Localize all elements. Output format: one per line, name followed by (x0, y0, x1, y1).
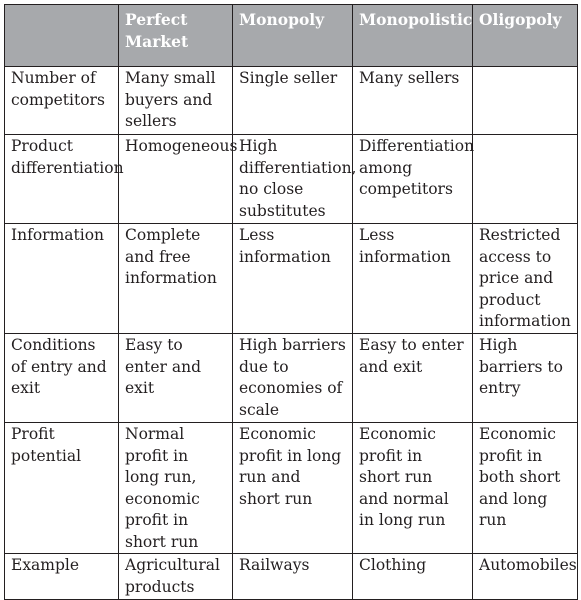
table-cell (473, 135, 578, 224)
table-cell: Many small buyers and sellers (119, 67, 233, 135)
table-cell: Clothing (353, 554, 473, 600)
table-cell: Normal profit in long run, economic profit in short run (119, 423, 233, 554)
table-row (5, 224, 578, 334)
table-cell (473, 67, 578, 135)
table-cell: Economic profit in long run and short run (233, 423, 353, 554)
table-cell: Agricultural products (119, 554, 233, 600)
table-row (5, 67, 578, 135)
table-cell: High differentiation, no close substitutes (233, 135, 353, 224)
header-monopoly: Monopoly (233, 5, 353, 67)
row-label: Number of competitors (5, 67, 119, 135)
table-cell: Easy to enter and exit (119, 334, 233, 423)
row-label: Example (5, 554, 119, 600)
header-oligopoly: Oligopoly (473, 5, 578, 67)
table-cell: Many sellers (353, 67, 473, 135)
table-cell: Restricted access to price and product information (473, 224, 578, 334)
table-cell: Economic profit in short run and normal in long run (353, 423, 473, 554)
table-cell: Railways (233, 554, 353, 600)
header-row (5, 5, 578, 67)
row-label: Product differentiation (5, 135, 119, 224)
row-label: Profit potential (5, 423, 119, 554)
header-monopolistic: Monopolistic (353, 5, 473, 67)
table-cell: Differentiation among competitors (353, 135, 473, 224)
table-cell: Economic profit in both short and long run (473, 423, 578, 554)
table-cell: High barriers due to economies of scale (233, 334, 353, 423)
market-structure-table (4, 4, 578, 600)
table-cell: Complete and free information (119, 224, 233, 334)
header-perfect-market: Perfect Market (119, 5, 233, 67)
table-row (5, 334, 578, 423)
table-row (5, 135, 578, 224)
header-corner (5, 5, 119, 67)
table-cell: Homogeneous (119, 135, 233, 224)
row-label: Information (5, 224, 119, 334)
table-row (5, 423, 578, 554)
table-cell: Less information (353, 224, 473, 334)
table-cell: Single seller (233, 67, 353, 135)
row-label: Conditions of entry and exit (5, 334, 119, 423)
table-cell: Easy to enter and exit (353, 334, 473, 423)
table-cell: Automobiles (473, 554, 578, 600)
table-cell: High barriers to entry (473, 334, 578, 423)
table-cell: Less information (233, 224, 353, 334)
